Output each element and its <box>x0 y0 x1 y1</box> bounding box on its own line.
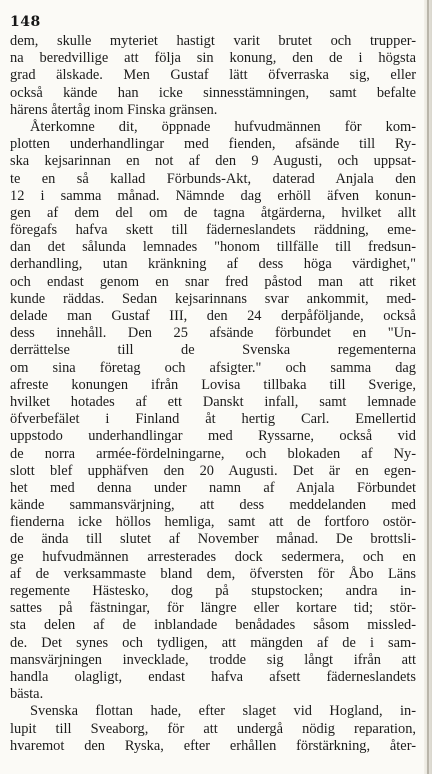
text-line: te en så kallad Förbunds-Akt, daterad Anjala den <box>10 170 416 187</box>
text-line: derrättelse till de Svenska regementerna <box>10 342 416 359</box>
body-text <box>10 33 416 755</box>
text-line: ge hufvudmännen arresterades dock sedermera, och en <box>10 548 416 565</box>
text-line: dess innehåll. Den 25 afsände förbundet en "Un- <box>10 325 416 342</box>
text-line: gen af dem del om de tagna åtgärderna, hvilket allt <box>10 204 416 221</box>
text-line: bästa. <box>10 686 44 703</box>
text-line: dem, skulle myteriet hastigt varit brutet och trupper- <box>10 33 416 49</box>
text-line: afreste konungen ifrån Lovisa tillbaka till Sverige, <box>10 376 416 393</box>
text-line: plotten underhandlingar med fienden, afsände till Ry- <box>10 136 416 153</box>
text-line: sta delen af de inblandade benådades såsom missled- <box>10 617 416 634</box>
text-line: också kände han icke sinnesstämningen, samt befalte <box>10 84 416 101</box>
text-line: föregafs hafva skett till fäderneslandets räddning, eme- <box>10 222 416 239</box>
page-number: 148 <box>10 14 41 30</box>
text-line: om sina företag och afsigter." och samma dag <box>10 359 416 376</box>
text-line: fienderna icke höllos hemliga, samt att de fortforo ostör- <box>10 514 416 531</box>
text-line: mansvärjningen invecklade, trodde sig långt ifrån att <box>10 651 416 668</box>
text-line: öfverbefälet i Finland åt hertig Carl. Emellertid <box>10 411 416 428</box>
text-line: uppstodo underhandlingar med Ryssarne, också vid <box>10 428 416 445</box>
text-line: de norra armée-fördelningarne, och blokaden af Ny- <box>10 445 416 462</box>
text-line: kunde räddas. Sedan kejsarinnans svar ankommit, med- <box>10 290 416 307</box>
text-line: Svenska flottan hade, efter slaget vid Hogland, in- <box>30 703 416 720</box>
text-line: slott blef upphäfven den 20 Augusti. Det är en egen- <box>10 462 416 479</box>
page-binding-shadow <box>427 0 429 774</box>
text-line: härens återtåg inom Finska gränsen. <box>10 101 218 118</box>
text-line: och endast genom en snar fred påstod man att riket <box>10 273 416 290</box>
text-line: hvilket hotades af ett Danskt infall, samt lemnade <box>10 393 416 410</box>
text-line: dan det sålunda lemnades "honom tillfälle till fredsun- <box>10 239 416 256</box>
text-line: 12 i samma månad. Nämnde dag erhöll äfven konun- <box>10 187 416 204</box>
text-line: delade man Gustaf III, den 24 derpåföljande, också <box>10 308 416 324</box>
text-line: hvaremot den Ryska, efter erhållen förstärkning, åter- <box>10 737 416 754</box>
text-line: de. Det synes och tydligen, att mängden af de i sam- <box>10 634 416 651</box>
text-line: handla olagligt, endast hafva afsett fäderneslandets <box>10 668 416 685</box>
text-line: na beredvillige att följa sin konung, den de i högsta <box>10 50 416 67</box>
text-line: regemente Hästesko, dog på stupstocken; andra in- <box>10 583 416 599</box>
text-line: derhandling, utan kränkning af dess höga värdighet," <box>10 256 416 273</box>
text-line: de ända till slutet af November månad. De brottsli- <box>10 531 416 548</box>
text-line: het med denna under namn af Anjala Förbundet <box>10 479 416 496</box>
text-line: lupit till Sveaborg, för att undergå nödig reparation, <box>10 720 416 737</box>
text-line: sattes på fästningar, för längre eller kortare tid; stör- <box>10 600 416 617</box>
text-line: grad älskade. Men Gustaf lätt öfverraska sig, eller <box>10 67 416 84</box>
text-line: Återkomne dit, öppnade hufvudmännen för kom- <box>30 118 416 135</box>
text-line: af de verksammaste bland dem, öfversten för Åbo Läns <box>10 565 416 582</box>
text-line: ska kejsarinnan en not af den 9 Augusti, och uppsat- <box>10 153 416 170</box>
text-line: kände sammansvärjning, att dess meddelanden med <box>10 497 416 514</box>
